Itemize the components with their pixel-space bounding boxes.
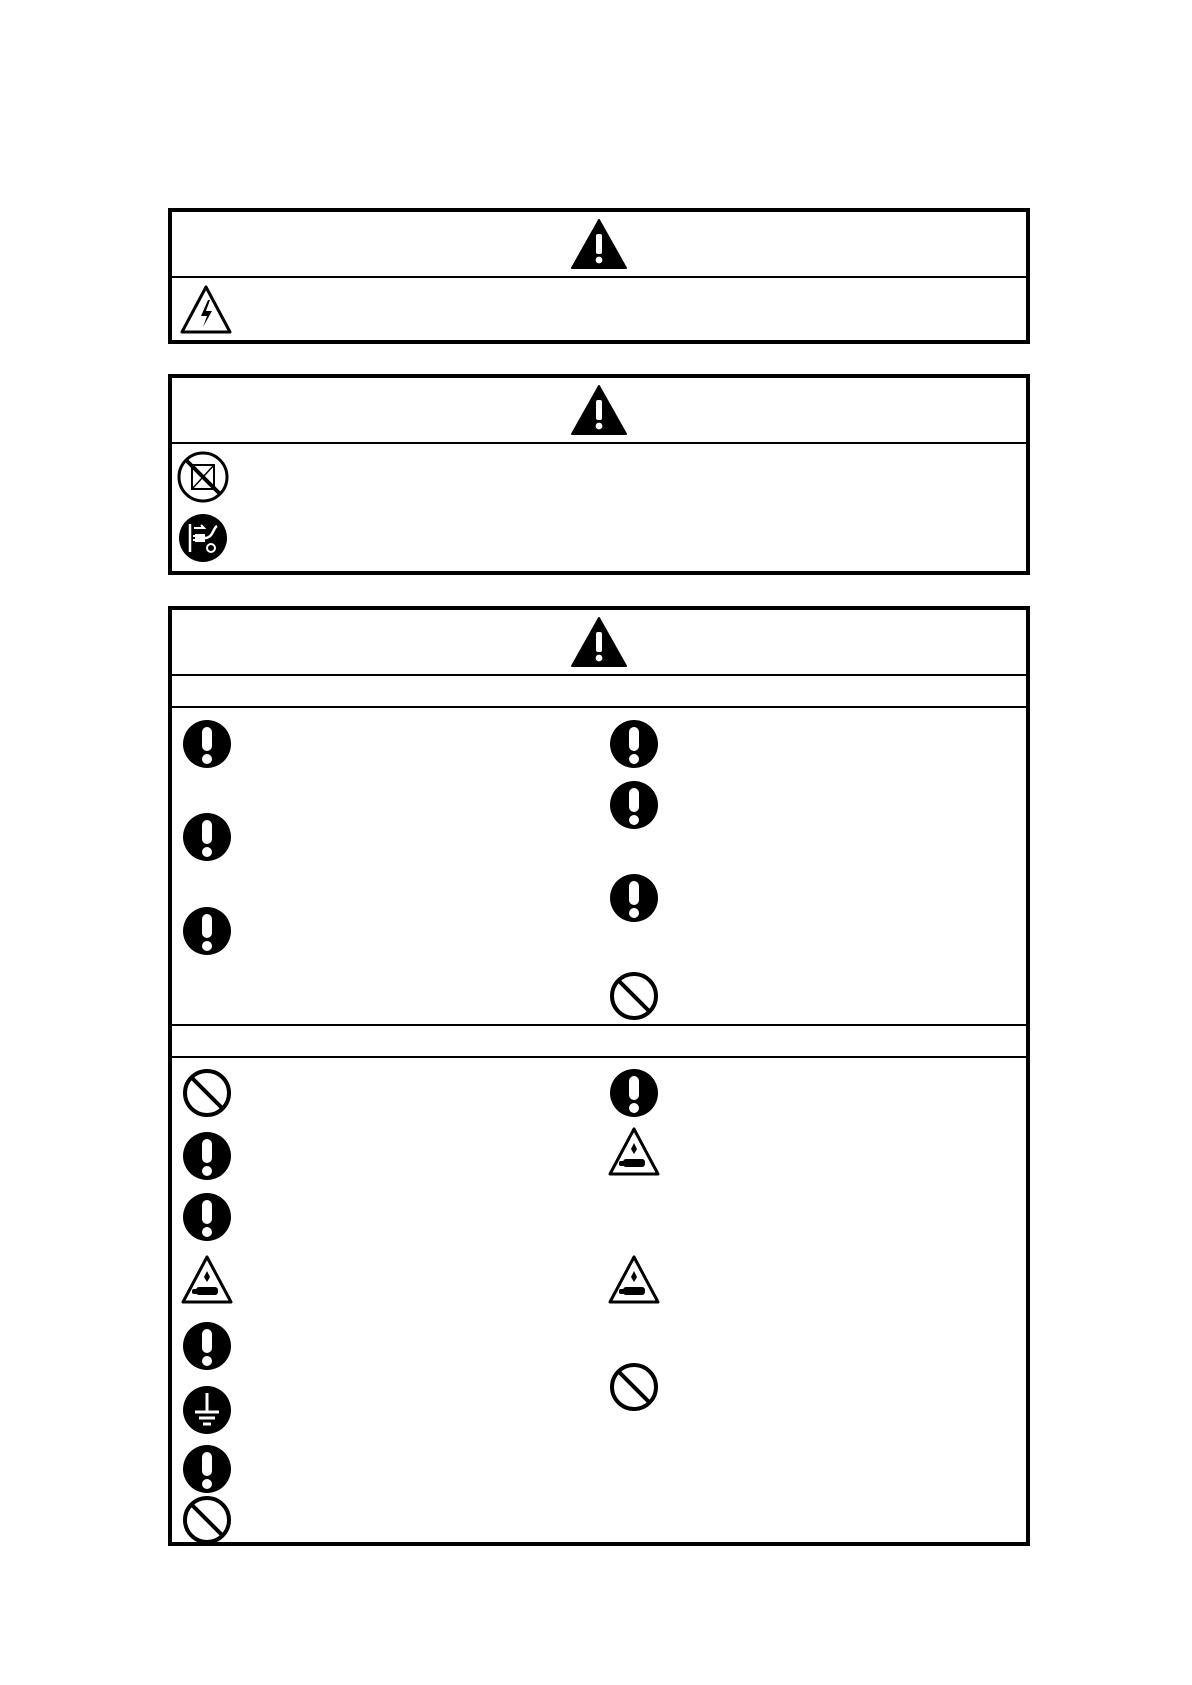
- mandatory-action-icon: [608, 718, 660, 770]
- prohibited-icon: [608, 1361, 660, 1413]
- electric-shock-hazard-icon: [180, 284, 232, 336]
- caution-box: [168, 606, 1030, 1546]
- caution-section-1: [172, 708, 1026, 1026]
- mandatory-action-icon: [181, 1191, 233, 1243]
- warning-triangle-icon: [570, 218, 628, 270]
- warning-box: [168, 374, 1030, 575]
- mandatory-action-icon: [181, 811, 233, 863]
- prohibited-icon: [181, 1494, 233, 1546]
- mandatory-action-icon: [608, 1067, 660, 1119]
- caution-section-2: [172, 1058, 1026, 1518]
- caution-header: [172, 610, 1026, 676]
- mandatory-action-icon: [608, 872, 660, 924]
- no-disassembly-icon: [177, 451, 229, 503]
- ground-connection-icon: [181, 1384, 233, 1436]
- danger-box: [168, 208, 1030, 344]
- mandatory-action-icon: [181, 1443, 233, 1495]
- hand-injury-hazard-icon: [608, 1254, 660, 1306]
- warning-triangle-icon: [570, 616, 628, 668]
- section-header-2: [172, 1026, 1026, 1058]
- hand-injury-hazard-icon: [608, 1126, 660, 1178]
- hand-injury-hazard-icon: [181, 1254, 233, 1306]
- prohibited-icon: [608, 970, 660, 1022]
- section-header-1: [172, 676, 1026, 708]
- unplug-power-icon: [177, 512, 229, 564]
- prohibited-icon: [181, 1067, 233, 1119]
- mandatory-action-icon: [181, 1320, 233, 1372]
- warning-header: [172, 378, 1026, 444]
- mandatory-action-icon: [181, 905, 233, 957]
- danger-header: [172, 212, 1026, 278]
- mandatory-action-icon: [181, 1130, 233, 1182]
- warning-triangle-icon: [570, 384, 628, 436]
- mandatory-action-icon: [608, 779, 660, 831]
- mandatory-action-icon: [181, 718, 233, 770]
